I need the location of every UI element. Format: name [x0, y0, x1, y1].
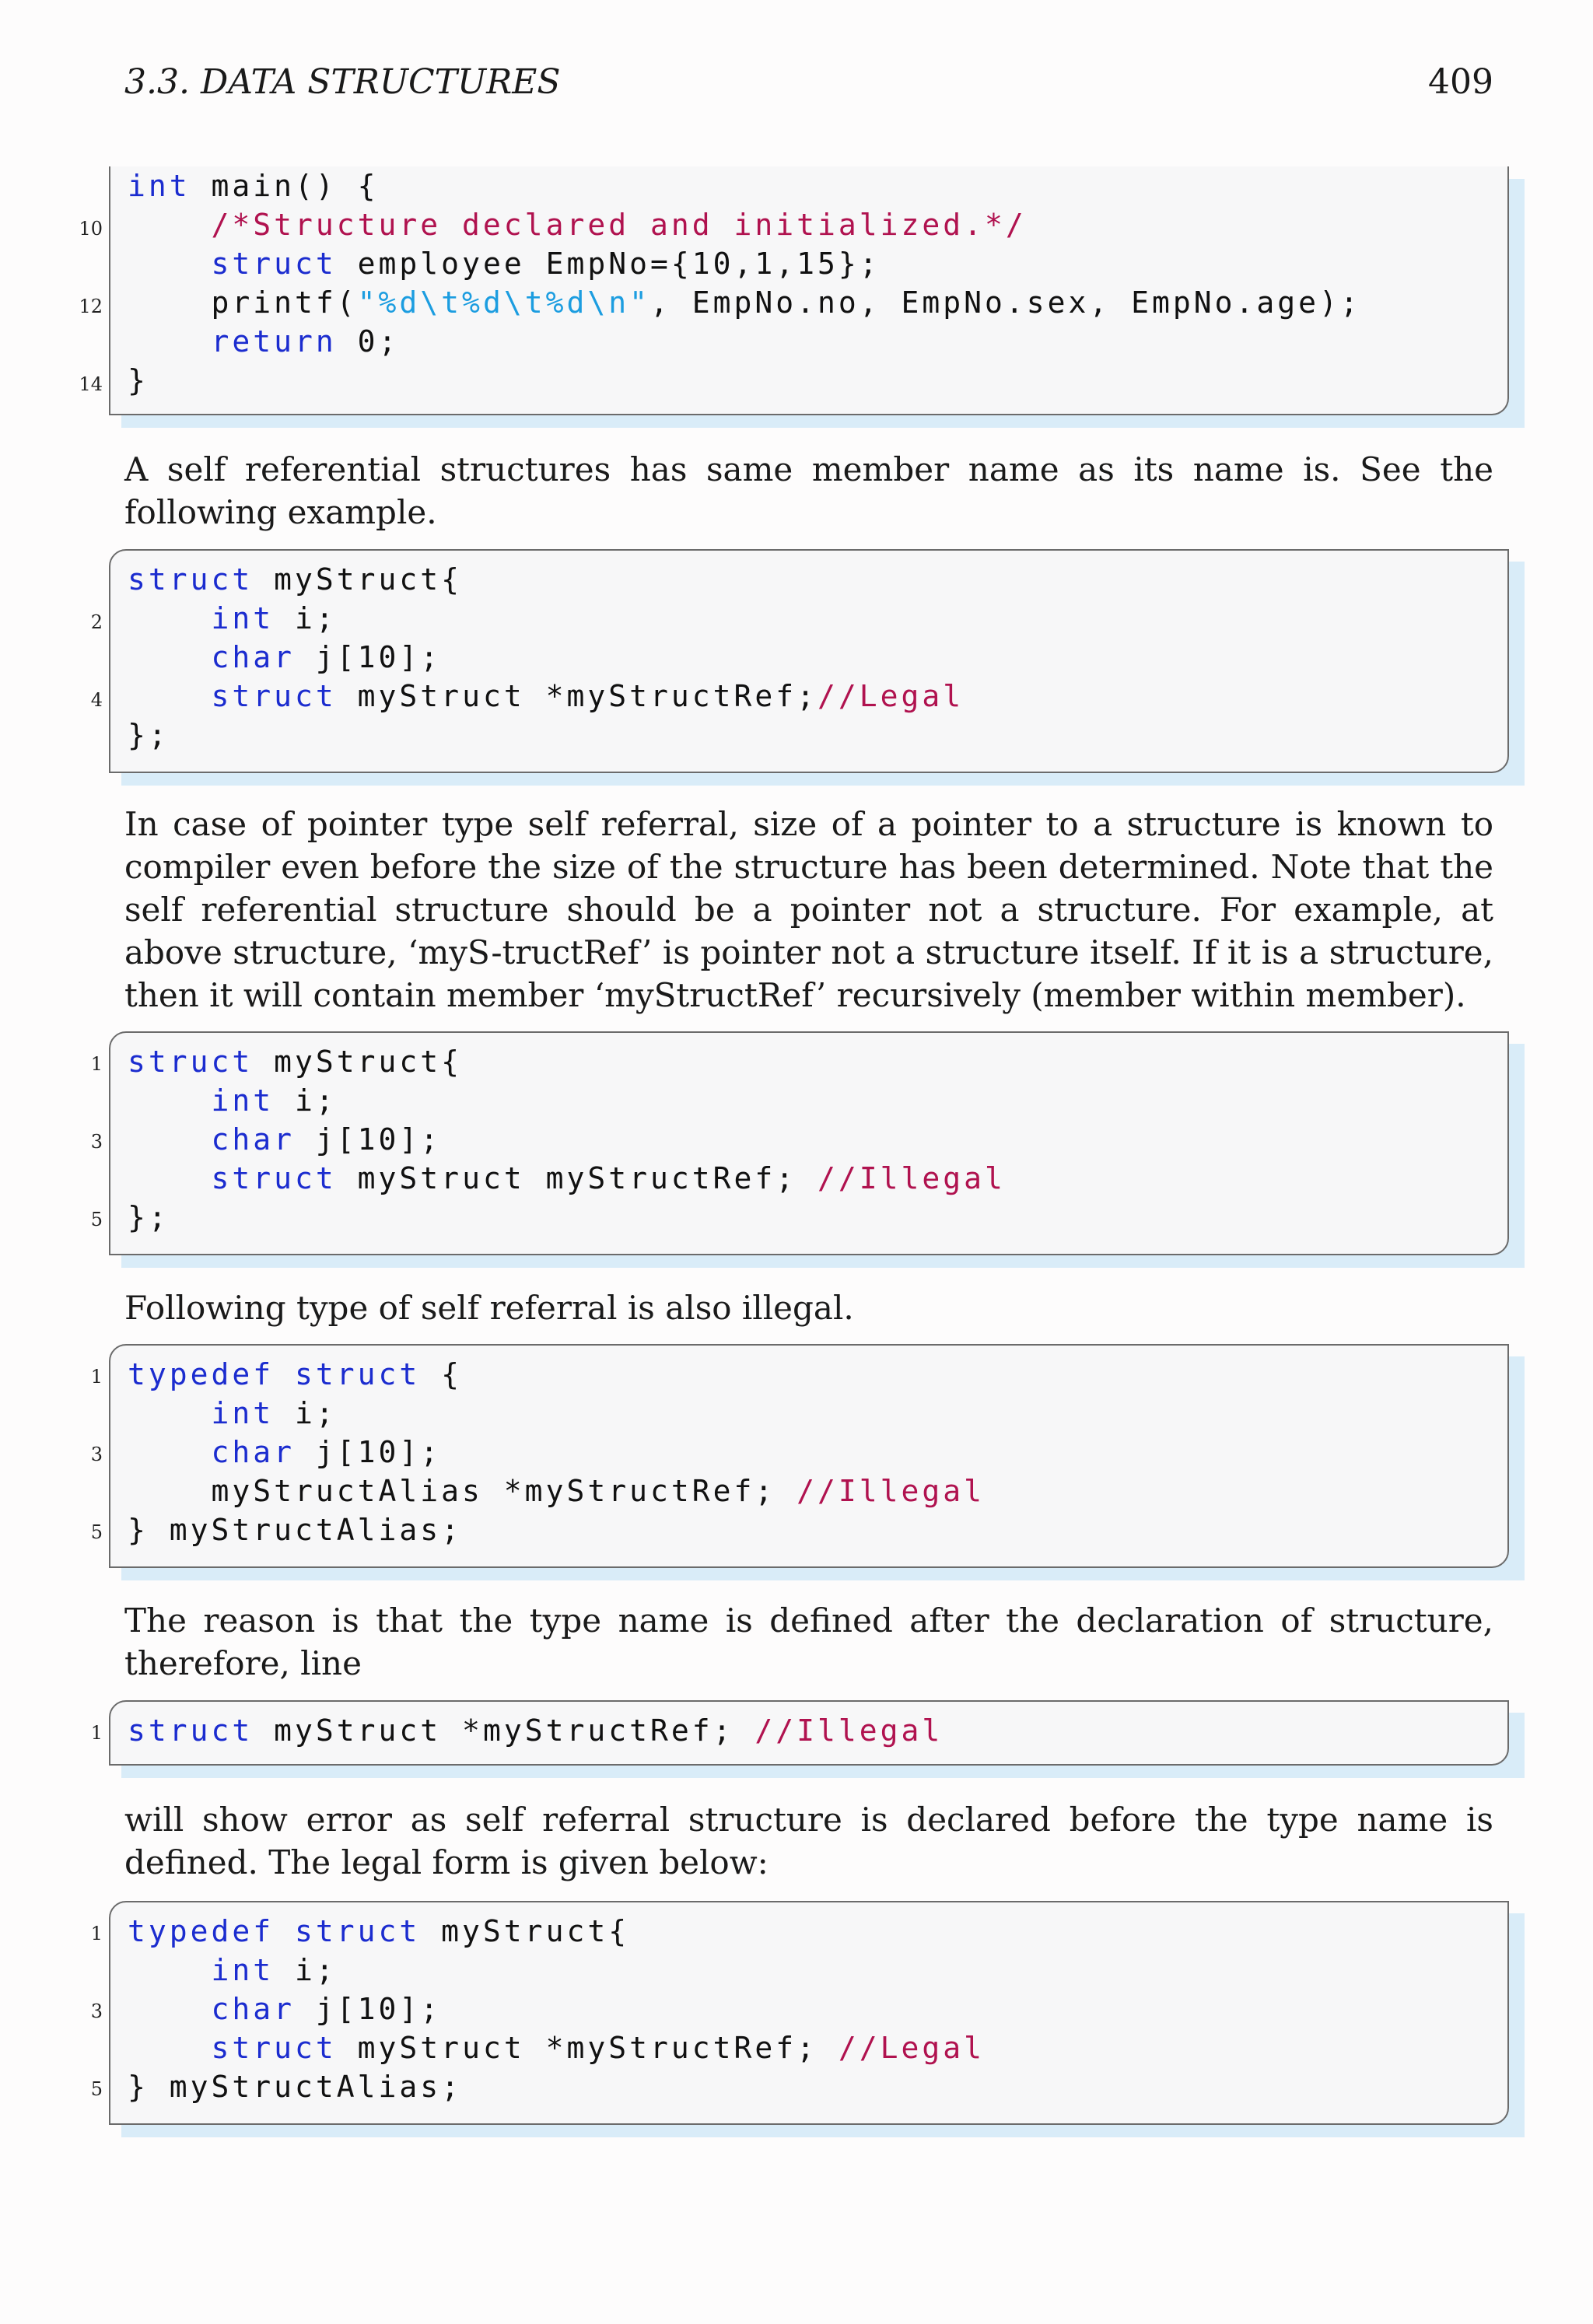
- line-number: 1: [90, 1722, 103, 1744]
- running-header: [124, 62, 1493, 109]
- paragraph: The reason is that the type name is defined after the declaration of structure, therefore, line: [124, 1601, 1493, 1682]
- line-number: 3: [90, 2000, 103, 2022]
- line-number: 5: [90, 2078, 103, 2100]
- code-block-main: [79, 166, 1509, 415]
- paragraph: Following type of self referral is also illegal.: [124, 1289, 854, 1327]
- line-number: 5: [90, 1521, 103, 1543]
- paragraph: A self referential structures has same member name as its name is. See the following example.: [124, 450, 1493, 531]
- line-number: 1: [90, 1366, 103, 1388]
- line-number: 2: [90, 611, 103, 633]
- line-number: 5: [90, 1209, 103, 1230]
- paragraph: In case of pointer type self referral, size of a pointer to a structure is known to compiler even before the size of the structure has been determined. Note that the self referential structure should be a pointer not a structure. For example, at above structure, ‘myS-tructRef’ is pointer not a structure itself. If it is a structure, then it will contain member ‘myStructRef’ recursively (member within member).: [124, 805, 1493, 1014]
- code-text: typedef struct { int i; char j[10]; myStructAlias *myStructRef; //Illegal } myStructAlias;: [128, 1357, 986, 1547]
- code-text: struct myStruct *myStructRef; //Illegal: [128, 1713, 944, 1748]
- code-block-single-line: [90, 1700, 1509, 1766]
- paragraph: will show error as self referral structure is declared before the type name is defined. The legal form is given below:: [124, 1801, 1493, 1881]
- code-text: typedef struct myStruct{ int i; char j[10]; struct myStruct *myStructRef; //Legal } myStructAlias;: [128, 1914, 986, 2104]
- code-text: struct myStruct{ int i; char j[10]; struct myStruct myStructRef; //Illegal };: [128, 1045, 1006, 1234]
- code-block-legal-struct: [90, 549, 1509, 773]
- code-block-illegal-typedef: [90, 1344, 1509, 1568]
- line-number: 10: [79, 218, 103, 240]
- line-number: 1: [90, 1053, 103, 1075]
- code-block-legal-typedef: [90, 1901, 1509, 2125]
- line-number: 12: [79, 296, 103, 317]
- line-number: 14: [79, 373, 103, 395]
- code-block-illegal-struct: [90, 1031, 1509, 1255]
- line-number: 3: [90, 1131, 103, 1153]
- page-number: 409: [1428, 62, 1493, 102]
- line-number: 3: [90, 1444, 103, 1465]
- code-text: int main() { /*Structure declared and initialized.*/ struct employee EmpNo={10,1,15}; printf("%d\t%d\t%d\n", EmpNo.no, EmpNo.sex, EmpNo.age); return 0; }: [128, 169, 1361, 397]
- line-number: 4: [90, 689, 103, 711]
- code-text: struct myStruct{ int i; char j[10]; struct myStruct *myStructRef;//Legal };: [128, 562, 965, 752]
- section-title: 3.3. DATA STRUCTURES: [124, 62, 561, 102]
- line-number: 1: [90, 1923, 103, 1944]
